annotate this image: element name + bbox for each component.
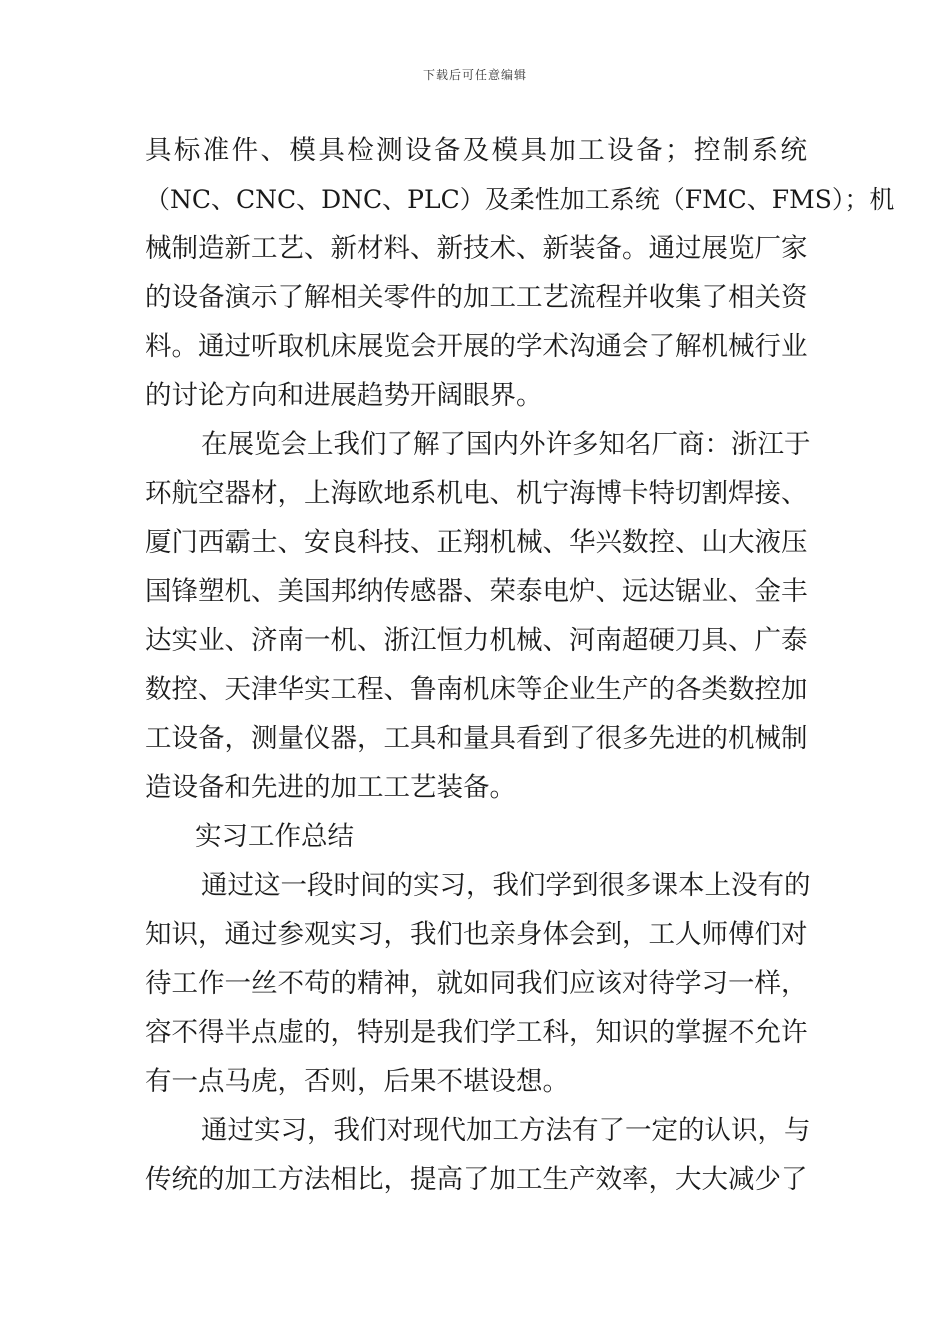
text-line: 待工作一丝不苟的精神，就如同我们应该对待学习一样， bbox=[145, 968, 808, 999]
text-line: 械制造新工艺、新材料、新技术、新装备。通过展览厂家 bbox=[145, 233, 808, 264]
text-line: 达实业、济南一机、浙江恒力机械、河南超硬刀具、广泰 bbox=[145, 625, 808, 656]
text-line: 料。通过听取机床展览会开展的学术沟通会了解机械行业 bbox=[145, 331, 808, 362]
text-line: 的讨论方向和进展趋势开阔眼界。 bbox=[145, 380, 543, 411]
text-line: 工设备，测量仪器，工具和量具看到了很多先进的机械制 bbox=[145, 723, 808, 754]
text-line: 数控、天津华实工程、鲁南机床等企业生产的各类数控加 bbox=[145, 674, 808, 705]
page-header: 下载后可任意编辑 bbox=[422, 68, 527, 82]
text-line: 厦门西霸士、安良科技、正翔机械、华兴数控、山大液压 bbox=[145, 527, 808, 558]
section-heading: 实习工作总结 bbox=[195, 821, 354, 852]
text-line: 容不得半点虚的，特别是我们学工科，知识的掌握不允许 bbox=[145, 1017, 808, 1048]
text-line: 的设备演示了解相关零件的加工工艺流程并收集了相关资 bbox=[145, 282, 808, 313]
text-line: 国锋塑机、美国邦纳传感器、荣泰电炉、远达锯业、金丰 bbox=[145, 576, 808, 607]
text-line: 有一点马虎，否则，后果不堪设想。 bbox=[145, 1066, 569, 1097]
text-line: 通过实习，我们对现代加工方法有了一定的认识，与 bbox=[201, 1115, 811, 1146]
text-line: 传统的加工方法相比，提高了加工生产效率，大大减少了 bbox=[145, 1164, 808, 1195]
document-body bbox=[145, 126, 895, 1204]
text-line: 通过这一段时间的实习，我们学到很多课本上没有的 bbox=[201, 870, 811, 901]
text-line: 知识，通过参观实习，我们也亲身体会到，工人师傅们对 bbox=[145, 919, 808, 950]
text-line: 在展览会上我们了解了国内外许多知名厂商：浙江于 bbox=[201, 429, 811, 460]
text-line: 造设备和先进的加工工艺装备。 bbox=[145, 772, 516, 803]
text-line: 具标准件、模具检测设备及模具加工设备；控制系统 bbox=[145, 135, 807, 166]
text-line: 环航空器材，上海欧地系机电、机宁海博卡特切割焊接、 bbox=[145, 478, 808, 509]
text-line: （NC、CNC、DNC、PLC）及柔性加工系统（FMC、FMS）；机 bbox=[145, 185, 895, 214]
